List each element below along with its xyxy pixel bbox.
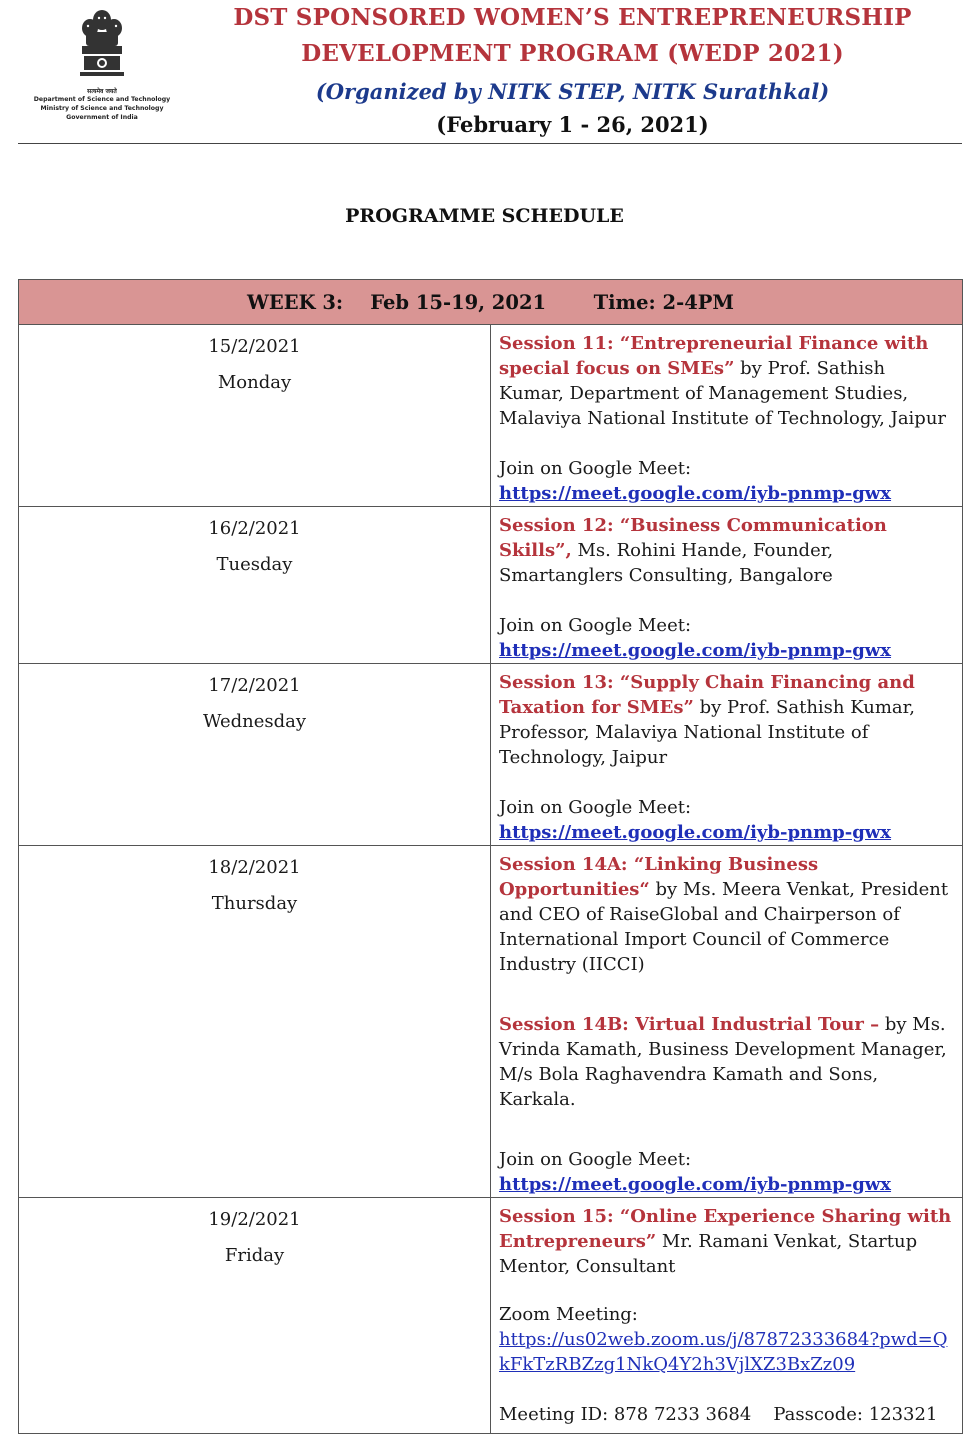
date-cell (19, 846, 491, 1198)
program-dates: (February 1 - 26, 2021) (436, 112, 709, 137)
session-cell (491, 507, 963, 664)
session-cell (491, 325, 963, 507)
session-day: Friday (224, 1245, 285, 1266)
google-meet-link[interactable]: https://meet.google.com/iyb-pnmp-gwx (499, 483, 892, 504)
schedule-table (18, 279, 963, 1434)
table-row (19, 846, 963, 1198)
session-title: Session 15: “Online Experience Sharing with Entrepreneurs” (499, 1206, 952, 1252)
meet-label: Join on Google Meet: (499, 1149, 692, 1170)
header-divider (18, 143, 962, 144)
session-description (499, 513, 954, 588)
session-details: Mr. Ramani Venkat, Startup Mentor, Consultant (499, 1231, 918, 1277)
session-description (499, 1012, 954, 1112)
session-title: Session 14A: “Linking Business Opportunities“ (499, 854, 819, 900)
session-description (499, 852, 954, 977)
meet-line (499, 456, 954, 506)
week-banner: WEEK 3: Feb 15-19, 2021 Time: 2-4PM (19, 280, 963, 325)
session-details: by Prof. Sathish Kumar, Department of Management Studies, Malaviya National Institute of Technology, Jaipur (499, 358, 947, 429)
session-description (499, 331, 954, 431)
google-meet-link[interactable]: https://meet.google.com/iyb-pnmp-gwx (499, 822, 892, 843)
schedule-title: PROGRAMME SCHEDULE (345, 205, 624, 227)
emblem-line: Department of Science and Technology (33, 96, 171, 103)
session-details: Ms. Rohini Hande, Founder, Smartanglers Consulting, Bangalore (499, 540, 834, 586)
meet-label: Join on Google Meet: (499, 797, 692, 818)
session-date: 19/2/2021 (208, 1209, 301, 1230)
session-cell (491, 846, 963, 1198)
session-cell (491, 664, 963, 846)
session-day: Tuesday (216, 554, 293, 575)
table-row (19, 507, 963, 664)
meet-line (499, 613, 954, 663)
google-meet-link[interactable]: https://meet.google.com/iyb-pnmp-gwx (499, 640, 892, 661)
organizer: (Organized by NITK STEP, NITK Surathkal) (315, 79, 830, 104)
zoom-label: Zoom Meeting: (499, 1304, 638, 1325)
meet-label: Join on Google Meet: (499, 615, 692, 636)
meet-line (499, 1147, 954, 1197)
session-date: 17/2/2021 (208, 675, 301, 696)
meet-line (499, 795, 954, 845)
emblem-motto: सत्यमेव जयते (87, 88, 117, 95)
date-cell (19, 1198, 491, 1434)
emblem-line: Ministry of Science and Technology (40, 105, 164, 112)
date-cell (19, 507, 491, 664)
government-emblem (22, 6, 182, 136)
session-description (499, 1204, 954, 1279)
session-title: Session 11: “Entrepreneurial Finance with special focus on SMEs” (499, 333, 929, 379)
meeting-credentials (499, 1402, 954, 1427)
session-details: by Ms. Vrinda Kamath, Business Development Manager, M/s Bola Raghavendra Kamath and Sons, Karkala. (499, 1014, 947, 1110)
session-details: by Prof. Sathish Kumar, Professor, Malaviya National Institute of Technology, Jaipur (499, 697, 916, 768)
session-day: Monday (217, 372, 292, 393)
zoom-meeting-link[interactable]: https://us02web.zoom.us/j/87872333684?pwd=QkFkTzRBZzg1NkQ4Y2h3VjlXZ3BxZz09 (499, 1329, 948, 1375)
session-title: Session 14B: Virtual Industrial Tour – (499, 1014, 880, 1035)
program-title-line2: DEVELOPMENT PROGRAM (WEDP 2021) (301, 40, 844, 67)
date-cell (19, 325, 491, 507)
session-details: by Ms. Meera Venkat, President and CEO of RaiseGlobal and Chairperson of International Import Council of Commerce Industry (IICCI) (499, 879, 949, 975)
ashoka-emblem-icon (72, 6, 132, 86)
date-cell (19, 664, 491, 846)
meeting-id: Meeting ID: 878 7233 3684 (499, 1404, 752, 1425)
session-cell (491, 1198, 963, 1434)
program-title-line1: DST SPONSORED WOMEN’S ENTREPRENEURSHIP (233, 4, 912, 31)
session-date: 15/2/2021 (208, 336, 301, 357)
session-day: Thursday (211, 893, 298, 914)
session-day: Wednesday (202, 711, 307, 732)
session-date: 16/2/2021 (208, 518, 301, 539)
session-description (499, 670, 954, 770)
document-header (0, 0, 969, 146)
google-meet-link[interactable]: https://meet.google.com/iyb-pnmp-gwx (499, 1174, 892, 1195)
table-row (19, 325, 963, 507)
meeting-passcode: Passcode: 123321 (773, 1404, 938, 1425)
meet-label: Join on Google Meet: (499, 458, 692, 479)
emblem-line: Government of India (66, 114, 138, 121)
session-title: Session 13: “Supply Chain Financing and Taxation for SMEs” (499, 672, 915, 718)
session-date: 18/2/2021 (208, 857, 301, 878)
table-row (19, 664, 963, 846)
session-title: Session 12: “Business Communication Skills”, (499, 515, 887, 561)
table-row (19, 1198, 963, 1434)
